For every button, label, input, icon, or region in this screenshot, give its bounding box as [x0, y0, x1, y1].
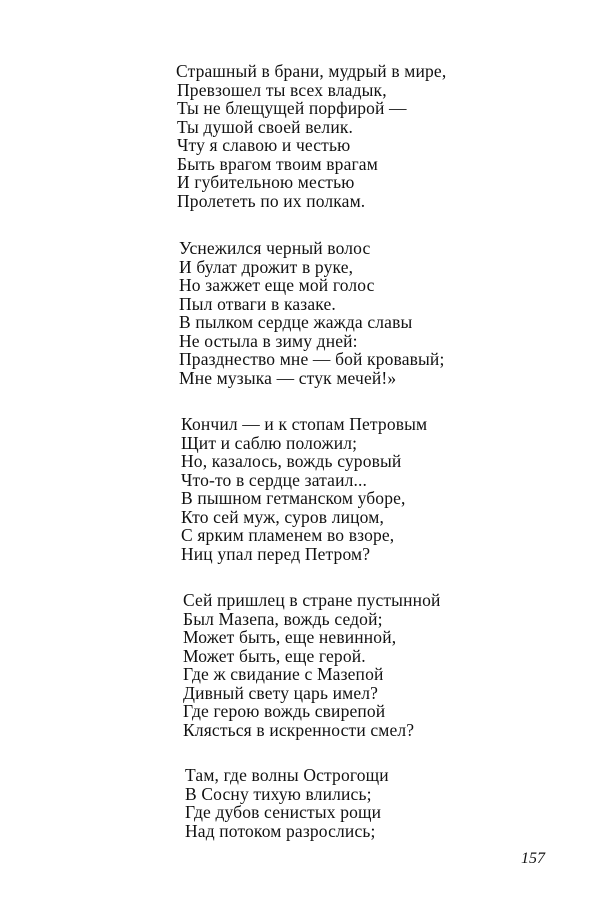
poem-line: Щит и саблю положил;	[181, 433, 358, 453]
poem-line: Ты не блещущей порфирой —	[177, 98, 407, 118]
poem-line: Но зажжет еще мой голос	[179, 275, 375, 295]
poem-line: Пролететь по их полкам.	[177, 191, 366, 211]
poem-line: Ниц упал перед Петром?	[181, 544, 371, 564]
poem-line: Чту я славою и честью	[177, 135, 351, 155]
poem-line: И булат дрожит в руке,	[179, 257, 354, 277]
poem-line: Пыл отваги в казаке.	[179, 294, 336, 314]
poem-line: Там, где волны Острогощи	[185, 765, 389, 785]
poem-line: И губительною местью	[177, 172, 355, 192]
poem-line: Страшный в брани, мудрый в мире,	[176, 61, 447, 81]
poem-line: Кто сей муж, суров лицом,	[181, 507, 384, 527]
poem-line: Может быть, еще герой.	[183, 646, 366, 666]
poem-line: В Сосну тихую влились;	[185, 784, 372, 804]
poem-line: Что-то в сердце затаил...	[181, 470, 368, 490]
poem-line: Клясться в искренности смел?	[183, 720, 415, 740]
poem-line: Над потоком разрослись;	[185, 821, 376, 841]
poem-line: Но, казалось, вождь суровый	[181, 451, 402, 471]
poem-line: С ярким пламенем во взоре,	[181, 525, 395, 545]
poem-line: Сей пришлец в стране пустынной	[183, 590, 441, 610]
poem-line: Где ж свидание с Мазепой	[183, 664, 384, 684]
poem-line: Не остыла в зиму дней:	[179, 331, 358, 351]
poem-line: Был Мазепа, вождь седой;	[183, 609, 383, 629]
poem-line: В пышном гетманском уборе,	[181, 488, 406, 508]
page-number: 157	[521, 850, 545, 867]
poem-line: Ты душой своей велик.	[177, 117, 354, 137]
poem-line: Где дубов сенистых рощи	[185, 802, 382, 822]
poem-line: Мне музыка — стук мечей!»	[179, 368, 397, 388]
poem-line: Превзошел ты всех владык,	[177, 80, 387, 100]
poem-line: Быть врагом твоим врагам	[177, 154, 378, 174]
poem-line: Уснежился черный волос	[179, 238, 371, 258]
poem-line: Где герою вождь свирепой	[183, 701, 386, 721]
poem-line: Может быть, еще невинной,	[183, 627, 397, 647]
poem-line: Дивный свету царь имел?	[183, 683, 379, 703]
poem-line: Кончил — и к стопам Петровым	[181, 414, 428, 434]
poem-line: В пылком сердце жажда славы	[179, 312, 413, 332]
poem-line: Празднество мне — бой кровавый;	[179, 349, 445, 369]
